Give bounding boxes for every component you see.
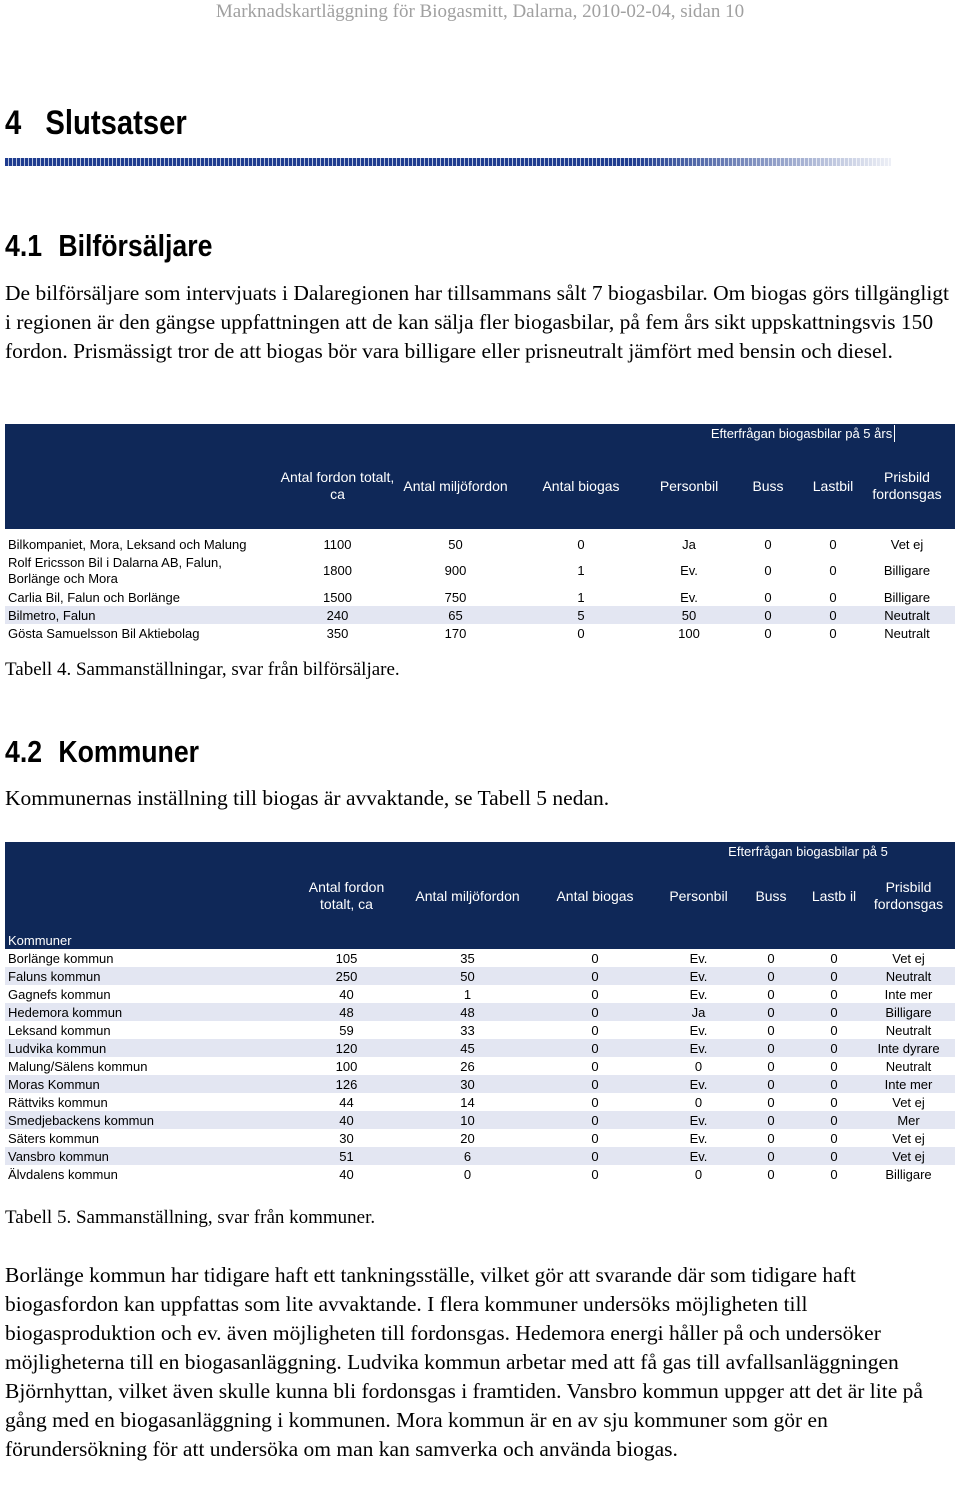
table-cell: 0	[764, 589, 772, 605]
intro-paragraph: De bilförsäljare som intervjuats i Dalaregionen har tillsammans sålt 7 biogasbilar. Om biogas görs tillgängligt i regionen är den gängse uppfattningen att de kan sälja fler biogasbilar, på fem års sikt uppskattningsvis 150 fordon. Prismässigt tror de att biogas bör vara billigare eller prisneutralt jämfört med bensin och diesel.	[5, 281, 950, 363]
column-header: Antal fordon totalt, ca	[308, 879, 385, 912]
table-cell: 0	[829, 536, 837, 552]
table-row	[5, 1165, 955, 1183]
table-cell: 44	[339, 1094, 354, 1110]
table-cell: Ja	[682, 536, 696, 552]
column-header: Prisbild fordonsgas	[873, 879, 944, 912]
table-cell: 51	[287, 1147, 406, 1165]
table-cell: 50	[406, 967, 529, 985]
table-cell: 0	[591, 986, 599, 1002]
subsection-title: Kommuner	[58, 734, 200, 769]
row-label: Ludvika kommun	[5, 1039, 287, 1057]
table-cell: 0	[767, 1094, 775, 1110]
table-cell: Ev.	[689, 1130, 708, 1146]
table-cell: 59	[339, 1022, 354, 1038]
table-cell: 30	[339, 1130, 354, 1146]
table-row	[5, 1003, 955, 1021]
table-cell: 0	[694, 1058, 703, 1074]
table-cell: 5	[513, 606, 649, 624]
table-kommuner	[5, 842, 955, 1183]
table-cell: 0	[591, 1058, 599, 1074]
table-cell: 40	[287, 1111, 406, 1129]
table-cell: 100	[678, 625, 700, 641]
table-cell: 0	[829, 625, 837, 641]
table-cell: 0	[830, 1094, 838, 1110]
running-header: Marknadskartläggning för Biogasmitt, Dalarna, 2010-02-04, sidan 10	[215, 1, 745, 22]
table-cell: 0	[591, 1166, 599, 1182]
table-cell: Ev.	[661, 1075, 736, 1093]
table-cell: 120	[287, 1039, 406, 1057]
table-cell: Ev.	[661, 1039, 736, 1057]
table-cell: 0	[830, 950, 838, 966]
column-header: Antal biogas	[556, 887, 634, 904]
column-header: Lastbil	[812, 477, 854, 494]
column-header: Antal miljöfordon	[403, 477, 508, 494]
table-cell: 0	[529, 1075, 661, 1093]
subsection-number: 4.1	[5, 228, 43, 263]
row-label: Carlia Bil, Falun och Borlänge	[8, 589, 180, 605]
heading-rule	[5, 158, 891, 166]
table-cell: 0	[591, 950, 599, 966]
row-label: Smedjebackens kommun	[5, 1111, 287, 1129]
table-row	[5, 1075, 955, 1093]
table-row	[5, 985, 955, 1003]
table-row	[5, 606, 955, 624]
row-label: Moras Kommun	[5, 1075, 287, 1093]
table-row	[5, 967, 955, 985]
table-row	[5, 1147, 955, 1165]
table-cell: 26	[460, 1058, 475, 1074]
table-cell: 0	[764, 562, 772, 578]
table-cell: 0	[729, 606, 807, 624]
table-cell: 6	[406, 1147, 529, 1165]
row-label: Vansbro kommun	[5, 1147, 287, 1165]
table-cell: 0	[806, 1003, 862, 1021]
table-cell: Vet ej	[892, 1094, 925, 1110]
table-cell: 0	[830, 1022, 838, 1038]
table-cell: 0	[736, 1147, 806, 1165]
table-cell: Neutralt	[885, 1022, 932, 1038]
column-header: Antal fordon totalt, ca	[280, 469, 395, 502]
table-cell: 0	[767, 986, 775, 1002]
table-cell: 0	[830, 986, 838, 1002]
table-cell: Billigare	[862, 1003, 955, 1021]
table-cell: 30	[406, 1075, 529, 1093]
table-cell: Vet ej	[892, 1130, 925, 1146]
section-number: 4	[5, 104, 22, 142]
table5-caption: Tabell 5. Sammanställning, svar från kommuner.	[5, 1207, 376, 1228]
table-cell: 0	[764, 536, 772, 552]
row-label: Hedemora kommun	[5, 1003, 287, 1021]
table-cell: Neutralt	[859, 606, 955, 624]
table-cell: 0	[767, 950, 775, 966]
table-cell: 1800	[323, 562, 352, 578]
table-cell: Vet ej	[862, 1147, 955, 1165]
table-cell: 0	[806, 1039, 862, 1057]
table-cell: 750	[444, 589, 467, 605]
table-cell: 0	[764, 625, 772, 641]
table-cell: 0	[807, 606, 859, 624]
column-header: Antal biogas	[542, 477, 620, 494]
row-label: Faluns kommun	[5, 967, 287, 985]
table-cell: 0	[806, 1111, 862, 1129]
row-label: Säters kommun	[8, 1130, 100, 1146]
table-row	[5, 1039, 955, 1057]
row-label: Bilkompaniet, Mora, Leksand och Malung	[8, 536, 247, 552]
row-label: Rolf Ericsson Bil i Dalarna AB, Falun, Borlänge och Mora	[8, 554, 222, 586]
table-cell: 0	[736, 1075, 806, 1093]
table-row	[5, 949, 955, 967]
table-cell: 0	[829, 589, 837, 605]
row-label: Borlänge kommun	[8, 950, 114, 966]
table-cell: 350	[326, 625, 349, 641]
column-header	[5, 861, 287, 931]
column-header: Personbil	[659, 477, 719, 494]
closing-paragraph: Borlänge kommun har tidigare haft ett tankningsställe, vilket gör att svarande där som tidigare haft biogasfordon kan uppfattas som lite avvaktande. I flera kommuner undersöks möjligheten till biogasproduktion och ev. även möjligheten till fordonsgas. Hedemora energi håller på och undersöker möjligheterna till en biogasanläggning. Ludvika kommun arbetar med att få gas till avfallsanläggningen Björnhyttan, vilket även skulle kunna bli fordonsgas i framtiden. Vansbro kommun uppger att det är lite på gång med en biogasanläggning i kommunen. Mora kommun är en av sju kommuner som gör en förundersökning för att undersöka om man kan samverka och använda biogas.	[5, 1263, 923, 1461]
subsection-heading-kommuner	[5, 734, 199, 770]
table-cell: Vet ej	[890, 536, 924, 552]
table-cell: 0	[529, 1003, 661, 1021]
table-row	[5, 1057, 955, 1075]
table-row	[5, 1111, 955, 1129]
table-cell: Ja	[661, 1003, 736, 1021]
table-row	[5, 1093, 955, 1111]
table-cell: 0	[736, 1003, 806, 1021]
table-cell: 170	[444, 625, 467, 641]
row-label: Leksand kommun	[8, 1022, 111, 1038]
table-cell: 1	[577, 562, 585, 578]
table-cell: Billigare	[885, 1166, 932, 1182]
table-row	[5, 588, 955, 606]
table-cell: 0	[767, 1166, 775, 1182]
table-cell: 50	[649, 606, 729, 624]
table-cell: 126	[287, 1075, 406, 1093]
table-cell: 0	[806, 1147, 862, 1165]
table-cell: Ev.	[689, 986, 708, 1002]
table-cell: 40	[339, 1166, 354, 1182]
table-cell: 20	[460, 1130, 475, 1146]
section-title: Slutsatser	[45, 104, 187, 142]
table-cell: 0	[694, 1094, 703, 1110]
table-cell: Neutralt	[862, 967, 955, 985]
table-cell: Ev.	[680, 589, 698, 605]
column-header: Buss	[755, 887, 787, 904]
table-cell: 0	[591, 1022, 599, 1038]
table-cell: Billigare	[883, 589, 931, 605]
table-cell: 50	[448, 536, 463, 552]
table-cell: 900	[444, 562, 467, 578]
column-header: Antal miljöfordon	[415, 887, 520, 904]
table-cell: 48	[406, 1003, 529, 1021]
table4-caption: Tabell 4. Sammanställningar, svar från bilförsäljare.	[5, 659, 400, 680]
table-cell: 0	[736, 1039, 806, 1057]
row-label: Gagnefs kommun	[8, 986, 111, 1002]
kommuner-paragraph: Kommunernas inställning till biogas är avvaktande, se Tabell 5 nedan.	[5, 786, 610, 810]
table-cell: 105	[335, 950, 358, 966]
table-cell: Ev.	[661, 1147, 736, 1165]
subsection-title: Bilförsäljare	[58, 228, 213, 263]
table-cell: Inte mer	[862, 1075, 955, 1093]
table-cell: Inte mer	[884, 986, 933, 1002]
table-cell: Ev.	[661, 1111, 736, 1129]
row-label: Rättviks kommun	[8, 1094, 108, 1110]
table-cell: 0	[694, 1166, 703, 1182]
table-cell: 14	[460, 1094, 475, 1110]
table-bilforsaljare	[5, 424, 955, 642]
table-cell: 0	[577, 625, 585, 641]
row-label: Bilmetro, Falun	[5, 606, 277, 624]
row-label: Malung/Sälens kommun	[8, 1058, 148, 1074]
table-cell: 240	[277, 606, 398, 624]
table-cell: Mer	[862, 1111, 955, 1129]
table-cell: Billigare	[883, 562, 931, 578]
table-cell: 0	[806, 967, 862, 985]
table-cell: 0	[830, 1058, 838, 1074]
table-cell: 40	[339, 986, 354, 1002]
table-cell: 0	[829, 562, 837, 578]
table-cell: 35	[460, 950, 475, 966]
table-cell: 250	[287, 967, 406, 985]
table-cell: 0	[830, 1130, 838, 1146]
table-row	[5, 1129, 955, 1147]
table-header	[5, 424, 955, 529]
table-cell: Vet ej	[892, 950, 925, 966]
table-cell: 1500	[323, 589, 352, 605]
table-cell: Ev.	[661, 967, 736, 985]
table-cell: 0	[529, 1147, 661, 1165]
subsection-heading-bilforsaljare	[5, 228, 212, 264]
table-cell: 0	[767, 1058, 775, 1074]
table-cell: 65	[398, 606, 513, 624]
table-cell: 0	[529, 967, 661, 985]
column-header: Personbil	[669, 887, 728, 904]
table-cell: Neutralt	[884, 625, 930, 641]
table-header	[5, 842, 955, 931]
table-cell: 0	[806, 1075, 862, 1093]
row-label: Gösta Samuelsson Bil Aktiebolag	[8, 625, 200, 641]
table-cell: Ev.	[689, 950, 708, 966]
section-heading	[5, 104, 187, 143]
table-cell: 1100	[323, 536, 352, 552]
table-cell: 0	[463, 1166, 472, 1182]
table-cell: 0	[529, 1111, 661, 1129]
group-row: Kommuner	[5, 931, 955, 949]
demand-header: Efterfrågan biogasbilar på 5	[728, 844, 888, 859]
table-cell: 10	[406, 1111, 529, 1129]
table-cell: Neutralt	[885, 1058, 932, 1074]
table-cell: 48	[287, 1003, 406, 1021]
table-cell: 100	[335, 1058, 358, 1074]
column-header: Buss	[752, 477, 784, 494]
table-cell: 0	[830, 1166, 838, 1182]
table-cell: 0	[591, 1130, 599, 1146]
column-header	[5, 443, 277, 529]
table-row	[5, 535, 955, 553]
table-cell: Ev.	[680, 562, 698, 578]
table-cell: 0	[767, 1130, 775, 1146]
subsection-number: 4.2	[5, 734, 43, 769]
table-cell: 1	[463, 986, 472, 1002]
table-cell: 0	[767, 1022, 775, 1038]
table-cell: 0	[736, 967, 806, 985]
table-row	[5, 1021, 955, 1039]
table-cell: 0	[591, 1094, 599, 1110]
table-cell: 0	[577, 536, 585, 552]
column-header: Lastb il	[811, 887, 857, 904]
table-cell: 33	[460, 1022, 475, 1038]
table-cell: Ev.	[689, 1022, 708, 1038]
table-row	[5, 624, 955, 642]
table-cell: 0	[736, 1111, 806, 1129]
table-cell: 1	[577, 589, 585, 605]
table-cell: 45	[406, 1039, 529, 1057]
table-row	[5, 553, 955, 588]
table-cell: 0	[529, 1039, 661, 1057]
table-cell: Inte dyrare	[862, 1039, 955, 1057]
demand-header: Efterfrågan biogasbilar på 5 års	[649, 424, 955, 443]
column-header: Prisbild fordonsgas	[872, 469, 942, 502]
row-label: Älvdalens kommun	[8, 1166, 118, 1182]
